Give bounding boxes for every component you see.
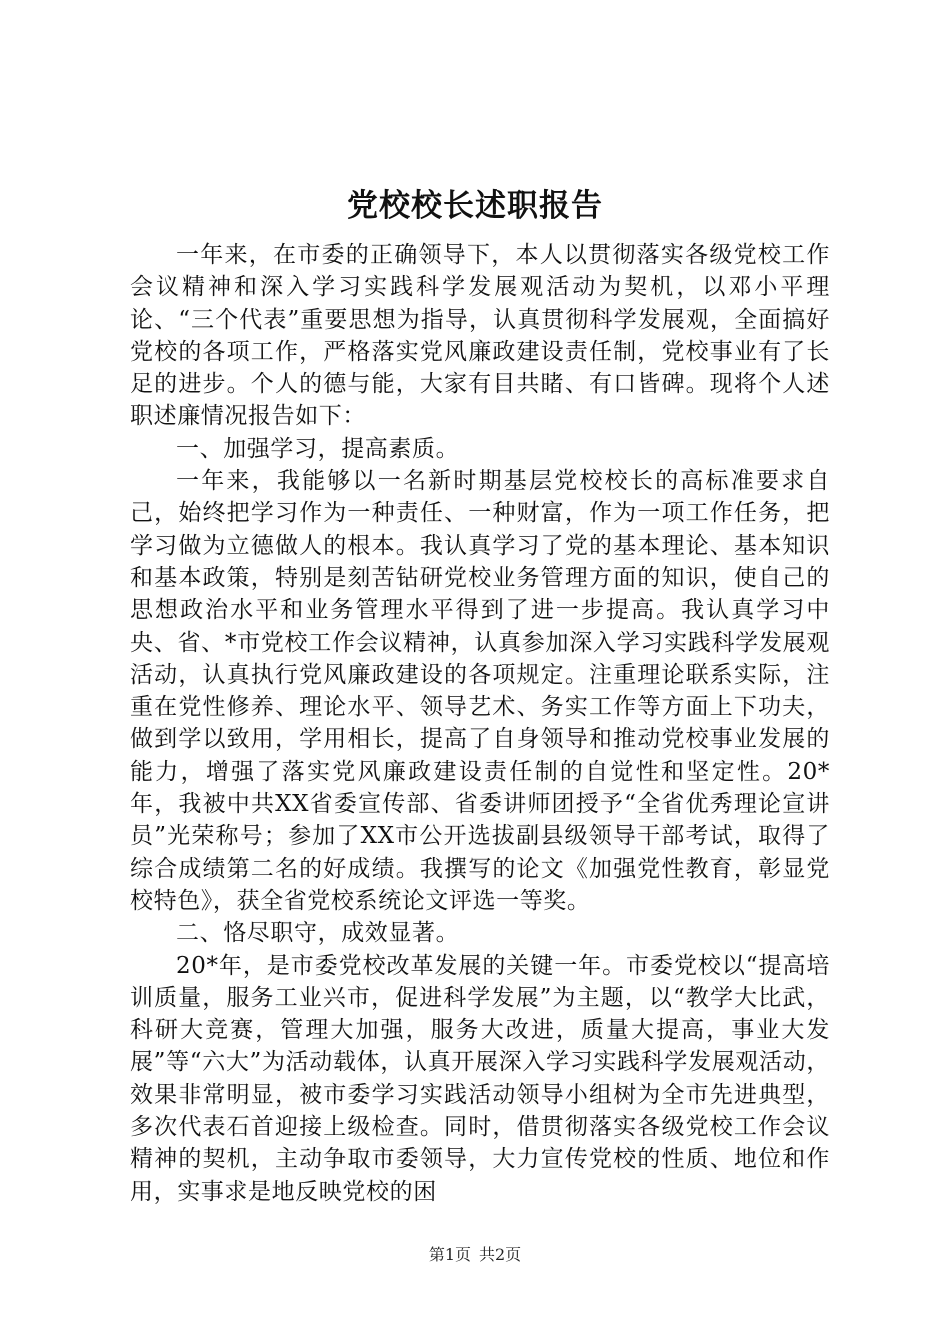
page-footer (0, 1244, 950, 1266)
document-body (130, 239, 830, 1208)
duty-paragraph: 20*年，是市委党校改革发展的关键一年。市委党校以“提高培训质量，服务工业兴市，促进科学发展”为主题，以“教学大比武，科研大竞赛，管理大加强，服务大改进，质量大提高，事业大发展”等“六大”为活动载体，认真开展深入学习实践科学发展观活动，效果非常明显，被市委学习实践活动领导小组树为全市先进典型，多次代表石首迎接上级检查。同时，借贯彻落实各级党校工作会议精神的契机，主动争取市委领导，大力宣传党校的性质、地位和作用，实事求是地反映党校的困 (130, 952, 830, 1205)
section-heading-study: 一、加强学习，提高素质。 (176, 435, 460, 462)
intro-paragraph: 一年来，在市委的正确领导下，本人以贯彻落实各级党校工作会议精神和深入学习实践科学发展观活动为契机，以邓小平理论、“三个代表”重要思想为指导，认真贯彻科学发展观，全面搞好党校的各项工作，严格落实党风廉政建设责任制，党校事业有了长足的进步。个人的德与能，大家有目共睹、有口皆碑。现将个人述职述廉情况报告如下： (130, 242, 830, 430)
section-heading-duty: 二、恪尽职守，成效显著。 (176, 920, 460, 947)
document-title: 党校校长述职报告 (347, 188, 603, 224)
study-paragraph: 一年来，我能够以一名新时期基层党校校长的高标准要求自己，始终把学习作为一种责任、一种财富，作为一项工作任务，把学习做为立德做人的根本。我认真学习了党的基本理论、基本知识和基本政策，特别是刻苦钻研党校业务管理方面的知识，使自己的思想政治水平和业务管理水平得到了进一步提高。我认真学习中央、省、*市党校工作会议精神，认真参加深入学习实践科学发展观活动，认真执行党风廉政建设的各项规定。注重理论联系实际，注重在党性修养、理论水平、领导艺术、务实工作等方面上下功夫，做到学以致用，学用相长，提高了自身领导和推动党校事业发展的能力，增强了落实党风廉政建设责任制的自觉性和坚定性。20*年，我被中共XX省委宣传部、省委讲师团授予“全省优秀理论宣讲员”光荣称号；参加了XX市公开选拔副县级领导干部考试，取得了综合成绩第二名的好成绩。我撰写的论文《加强党性教育，彰显党校特色》，获全省党校系统论文评选一等奖。 (130, 468, 830, 914)
page-total: 共2页 (479, 1245, 522, 1264)
page-number: 第1页 (428, 1245, 471, 1264)
